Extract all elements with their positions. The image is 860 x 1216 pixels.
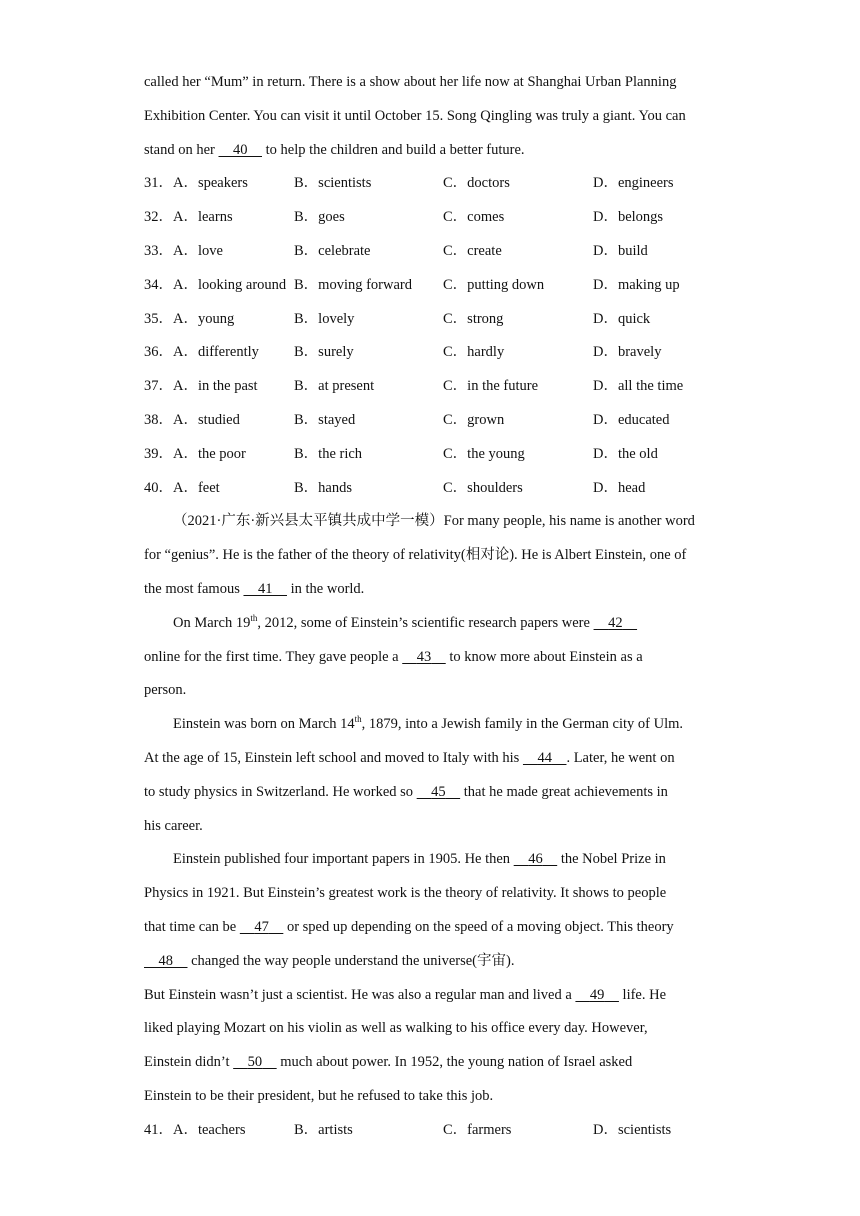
blank-47: 47 xyxy=(254,918,269,935)
option-c: C．shoulders xyxy=(443,479,523,496)
text: , 2012, some of Einstein’s scientific research papers were xyxy=(257,614,594,631)
passage-line xyxy=(144,134,724,168)
passage-line: （2021·广东·新兴县太平镇共成中学一模）For many people, his name is another word xyxy=(173,513,695,530)
option-a: A．teachers xyxy=(173,1121,246,1138)
blank-40: 40 xyxy=(233,141,248,158)
option-b: B．celebrate xyxy=(294,242,371,259)
option-d: D．all the time xyxy=(593,378,684,395)
option-d: D．the old xyxy=(593,445,658,462)
text: to study physics in Switzerland. He worked so xyxy=(144,783,417,800)
option-a: A．studied xyxy=(173,411,240,428)
blank-41: 41 xyxy=(257,580,273,597)
option-d: D．educated xyxy=(593,411,670,428)
passage-line xyxy=(144,708,724,742)
option-a: A．speakers xyxy=(173,175,248,192)
passage-line xyxy=(144,911,724,945)
option-b: B．artists xyxy=(294,1121,353,1138)
question-row xyxy=(144,269,724,303)
text: to help the children and build a better future. xyxy=(262,141,525,158)
text: the most famous xyxy=(144,580,244,597)
text: At the age of 15, Einstein left school and moved to Italy with his xyxy=(144,749,523,766)
text: or sped up depending on the speed of a moving object. This theory xyxy=(283,918,674,935)
question-number: 34． xyxy=(144,276,173,293)
text: On March 19 xyxy=(173,614,251,631)
question-row xyxy=(144,472,724,506)
text: Einstein published four important papers in 1905. He then xyxy=(173,851,514,868)
option-a: A．in the past xyxy=(173,378,258,395)
text: that time can be xyxy=(144,918,240,935)
option-d: D．scientists xyxy=(593,1121,672,1138)
blank-44: 44 xyxy=(537,749,552,766)
passage-line xyxy=(144,641,724,675)
passage-line xyxy=(144,945,724,979)
option-a: A．looking around xyxy=(173,276,287,293)
text: Einstein didn’t xyxy=(144,1054,234,1071)
passage-line: called her “Mum” in return. There is a show about her life now at Shanghai Urban Planning xyxy=(144,74,677,90)
text: . Later, he went on xyxy=(566,749,675,766)
question-number: 36． xyxy=(144,344,173,361)
text: much about power. In 1952, the young nation of Israel asked xyxy=(276,1054,633,1071)
superscript: th xyxy=(354,714,362,725)
question-row xyxy=(144,303,724,337)
option-b: B．at present xyxy=(294,378,375,395)
text: changed the way people understand the universe(宇宙). xyxy=(187,952,515,969)
question-row xyxy=(144,336,724,370)
option-d: D．bravely xyxy=(593,344,662,361)
question-row xyxy=(144,201,724,235)
option-b: B．surely xyxy=(294,344,354,361)
option-a: A．young xyxy=(173,310,235,327)
option-d: D．head xyxy=(593,479,646,496)
question-row xyxy=(144,167,724,201)
passage-line xyxy=(144,742,724,776)
option-c: C．comes xyxy=(443,209,505,226)
option-a: A．the poor xyxy=(173,445,246,462)
question-list-31-40 xyxy=(144,167,724,505)
question-number: 41． xyxy=(144,1121,173,1138)
superscript: th xyxy=(250,612,258,623)
question-row xyxy=(144,438,724,472)
option-d: D．quick xyxy=(593,310,651,327)
option-a: A．love xyxy=(173,242,223,259)
question-number: 35． xyxy=(144,310,173,327)
option-a: A．learns xyxy=(173,209,233,226)
text: in the world. xyxy=(286,580,365,597)
question-number: 37． xyxy=(144,378,173,395)
text: But Einstein wasn’t just a scientist. He was also a regular man and lived a xyxy=(144,986,576,1003)
option-c: C．doctors xyxy=(443,175,510,192)
text: stand on her xyxy=(144,141,219,158)
question-row xyxy=(144,370,724,404)
blank-46: 46 xyxy=(528,851,543,868)
question-number: 31． xyxy=(144,175,173,192)
text: that he made great achievements in xyxy=(460,783,668,800)
question-row xyxy=(144,1114,724,1148)
option-b: B．scientists xyxy=(294,175,372,192)
passage-line: for “genius”. He is the father of the theory of relativity(相对论). He is Albert Einstein, one of xyxy=(144,547,687,564)
blank-42: 42 xyxy=(608,614,623,631)
question-number: 32． xyxy=(144,209,173,226)
option-c: C．create xyxy=(443,242,502,259)
option-b: B．the rich xyxy=(294,445,363,462)
blank-48: 48 xyxy=(158,952,173,969)
option-c: C．hardly xyxy=(443,344,505,361)
option-c: C．farmers xyxy=(443,1121,512,1138)
option-d: D．engineers xyxy=(593,175,674,192)
option-a: A．differently xyxy=(173,344,259,361)
question-row xyxy=(144,404,724,438)
text: online for the first time. They gave people a xyxy=(144,648,403,665)
question-number: 38． xyxy=(144,411,173,428)
blank-45: 45 xyxy=(431,783,446,800)
option-b: B．lovely xyxy=(294,310,355,327)
option-c: C．the young xyxy=(443,445,525,462)
passage-line: person. xyxy=(144,682,187,699)
option-b: B．goes xyxy=(294,209,345,226)
passage-line xyxy=(144,979,724,1013)
option-d: D．belongs xyxy=(593,209,664,226)
option-b: B．stayed xyxy=(294,411,356,428)
option-b: B．hands xyxy=(294,479,352,496)
passage-line: liked playing Mozart on his violin as well as walking to his office every day. However, xyxy=(144,1020,648,1037)
option-d: D．making up xyxy=(593,276,680,293)
text: Einstein was born on March 14 xyxy=(173,716,355,733)
question-number: 40． xyxy=(144,479,173,496)
passage-line xyxy=(144,1046,724,1080)
blank-49: 49 xyxy=(589,986,605,1003)
text: the Nobel Prize in xyxy=(557,851,666,868)
passage-line: his career. xyxy=(144,817,203,834)
option-c: C．grown xyxy=(443,411,505,428)
text: , 1879, into a Jewish family in the German city of Ulm. xyxy=(361,716,683,733)
question-row xyxy=(144,235,724,269)
option-c: C．strong xyxy=(443,310,504,327)
blank-43: 43 xyxy=(416,648,432,665)
text: life. He xyxy=(618,986,667,1003)
option-d: D．build xyxy=(593,242,648,259)
passage-line xyxy=(144,607,724,641)
passage-line: Physics in 1921. But Einstein’s greatest work is the theory of relativity. It shows to people xyxy=(144,885,667,902)
document-page xyxy=(144,66,724,1148)
option-c: C．in the future xyxy=(443,378,539,395)
passage-line xyxy=(144,573,724,607)
passage-line xyxy=(144,843,724,877)
question-number: 33． xyxy=(144,242,173,259)
option-c: C．putting down xyxy=(443,276,545,293)
question-number: 39． xyxy=(144,445,173,462)
option-b: B．moving forward xyxy=(294,276,412,293)
passage-line: Einstein to be their president, but he refused to take this job. xyxy=(144,1087,494,1104)
passage-line: Exhibition Center. You can visit it until October 15. Song Qingling was truly a giant. You can xyxy=(144,107,686,124)
option-a: A．feet xyxy=(173,479,220,496)
text: to know more about Einstein as a xyxy=(445,648,643,665)
passage-line xyxy=(144,776,724,810)
question-list-41 xyxy=(144,1114,724,1148)
blank-50: 50 xyxy=(247,1054,263,1071)
